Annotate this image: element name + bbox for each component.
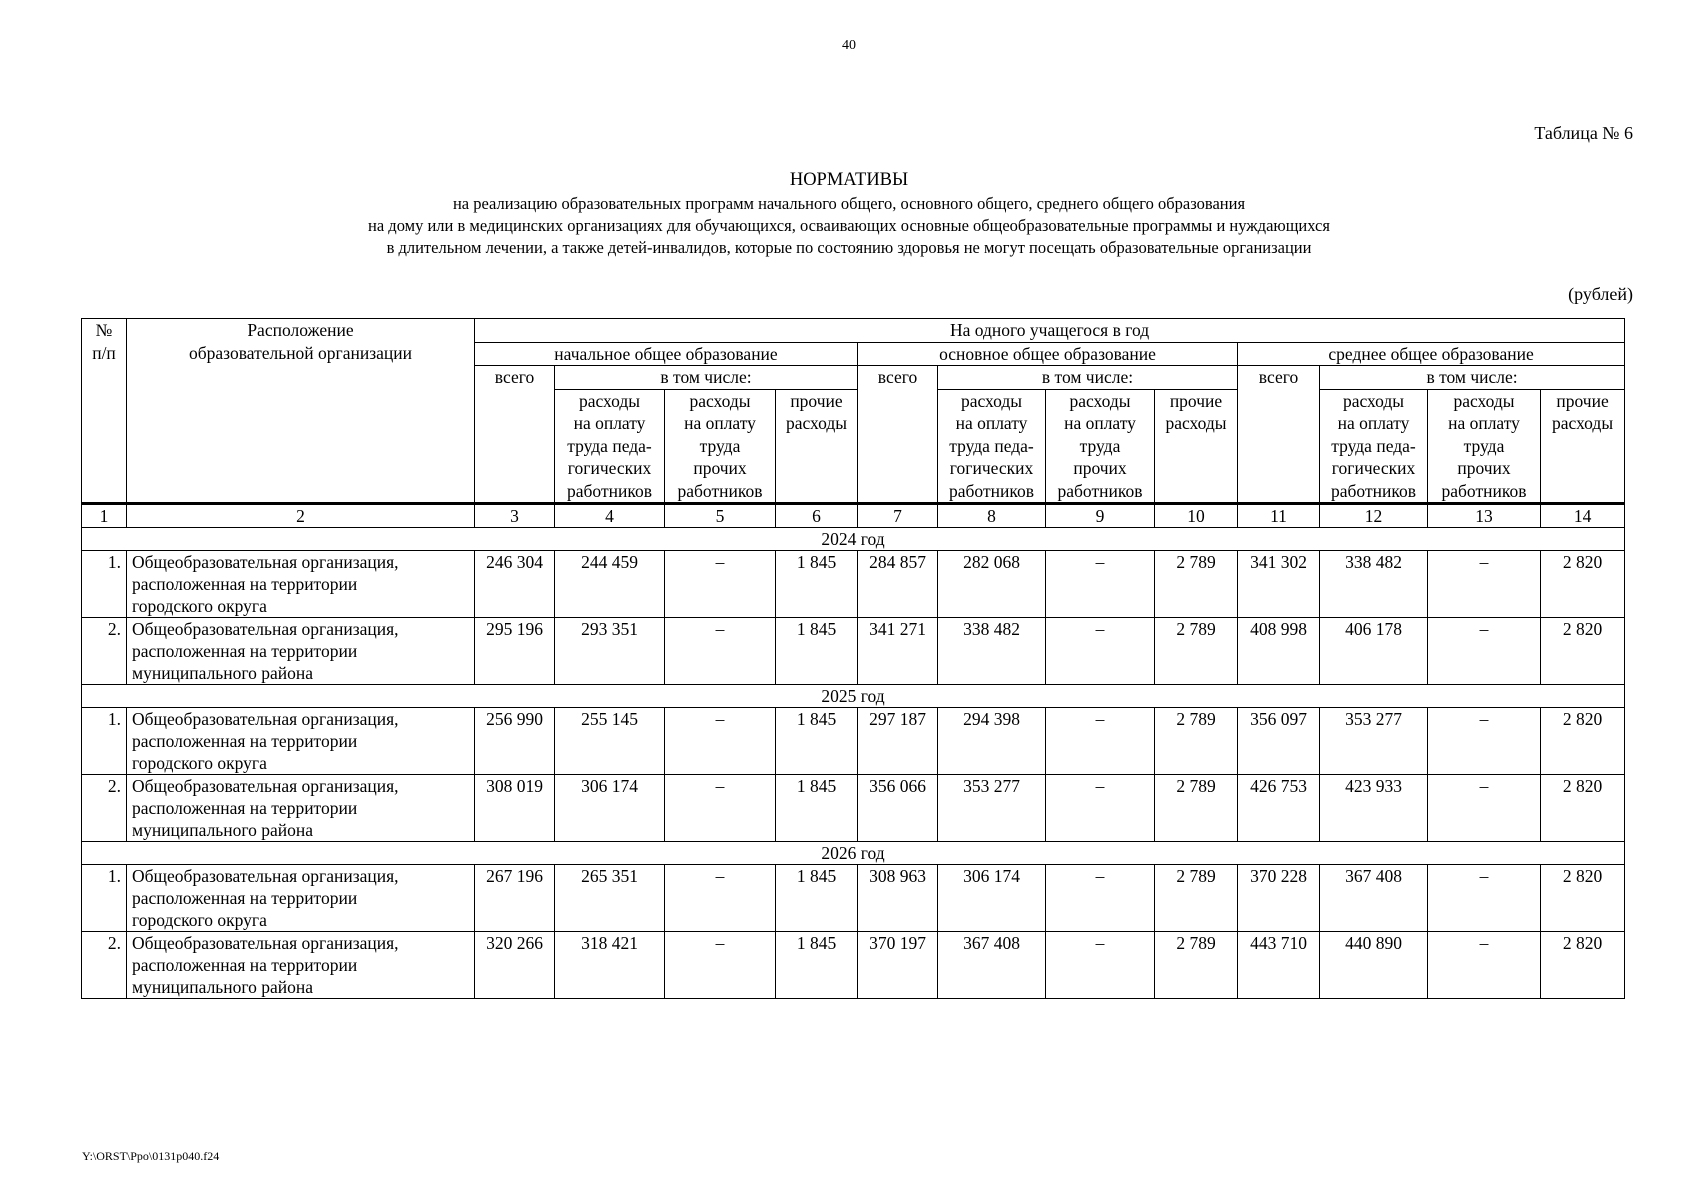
value-cell: 2 789 xyxy=(1155,775,1238,842)
column-number: 13 xyxy=(1428,504,1541,528)
year-row: 2025 год xyxy=(82,685,1625,708)
value-cell: – xyxy=(1428,708,1541,775)
value-cell: 353 277 xyxy=(938,775,1046,842)
value-cell: – xyxy=(665,932,776,999)
header-total: всего xyxy=(1238,366,1320,504)
value-cell: 1 845 xyxy=(776,551,858,618)
value-cell: 353 277 xyxy=(1320,708,1428,775)
value-cell: 1 845 xyxy=(776,865,858,932)
value-cell: 440 890 xyxy=(1320,932,1428,999)
value-cell: 308 963 xyxy=(858,865,938,932)
row-number: 2. xyxy=(82,618,127,685)
value-cell: 367 408 xyxy=(938,932,1046,999)
header-other-expenses: прочие расходы xyxy=(1541,389,1625,504)
header-other-staff-pay: расходы на оплату труда прочих работников xyxy=(1046,389,1155,504)
header-level: начальное общее образование xyxy=(475,342,858,366)
value-cell: – xyxy=(1046,775,1155,842)
column-number: 14 xyxy=(1541,504,1625,528)
value-cell: 341 302 xyxy=(1238,551,1320,618)
header-other-expenses: прочие расходы xyxy=(1155,389,1238,504)
column-number: 6 xyxy=(776,504,858,528)
column-number: 1 xyxy=(82,504,127,528)
value-cell: 293 351 xyxy=(555,618,665,685)
norms-table xyxy=(81,318,1625,999)
value-cell: 2 820 xyxy=(1541,775,1625,842)
value-cell: 338 482 xyxy=(1320,551,1428,618)
value-cell: – xyxy=(665,618,776,685)
row-number: 2. xyxy=(82,932,127,999)
header-including: в том числе: xyxy=(938,366,1238,390)
organization-location: Общеобразовательная организация, расположенная на территории муниципального района xyxy=(127,775,475,842)
header-other-staff-pay: расходы на оплату труда прочих работников xyxy=(1428,389,1541,504)
page-number: 40 xyxy=(842,38,856,53)
value-cell: 370 228 xyxy=(1238,865,1320,932)
row-number: 1. xyxy=(82,708,127,775)
value-cell: 2 820 xyxy=(1541,708,1625,775)
value-cell: 338 482 xyxy=(938,618,1046,685)
organization-location: Общеобразовательная организация, расположенная на территории городского округа xyxy=(127,865,475,932)
column-number: 2 xyxy=(127,504,475,528)
value-cell: 367 408 xyxy=(1320,865,1428,932)
header-other-expenses: прочие расходы xyxy=(776,389,858,504)
value-cell: 294 398 xyxy=(938,708,1046,775)
value-cell: 282 068 xyxy=(938,551,1046,618)
table-row xyxy=(82,865,1625,932)
column-number: 8 xyxy=(938,504,1046,528)
value-cell: 2 789 xyxy=(1155,865,1238,932)
year-row: 2024 год xyxy=(82,528,1625,551)
row-number: 1. xyxy=(82,551,127,618)
value-cell: 284 857 xyxy=(858,551,938,618)
column-number: 3 xyxy=(475,504,555,528)
value-cell: 1 845 xyxy=(776,775,858,842)
value-cell: – xyxy=(1046,932,1155,999)
value-cell: 1 845 xyxy=(776,618,858,685)
table-header xyxy=(82,319,1625,528)
value-cell: 2 820 xyxy=(1541,551,1625,618)
row-number: 2. xyxy=(82,775,127,842)
table-row xyxy=(82,551,1625,618)
value-cell: 2 820 xyxy=(1541,618,1625,685)
header-location: Расположение образовательной организации xyxy=(127,319,475,504)
value-cell: – xyxy=(1046,618,1155,685)
column-number: 10 xyxy=(1155,504,1238,528)
column-number: 11 xyxy=(1238,504,1320,528)
header-level: среднее общее образование xyxy=(1238,342,1625,366)
value-cell: 295 196 xyxy=(475,618,555,685)
value-cell: – xyxy=(665,865,776,932)
header-number: № п/п xyxy=(82,319,127,504)
value-cell: 1 845 xyxy=(776,932,858,999)
value-cell: – xyxy=(1046,865,1155,932)
value-cell: – xyxy=(1428,932,1541,999)
value-cell: 2 789 xyxy=(1155,618,1238,685)
value-cell: – xyxy=(1428,551,1541,618)
value-cell: 2 789 xyxy=(1155,551,1238,618)
value-cell: 2 820 xyxy=(1541,865,1625,932)
value-cell: 423 933 xyxy=(1320,775,1428,842)
header-teacher-pay: расходы на оплату труда педа- гогических работников xyxy=(938,389,1046,504)
value-cell: 306 174 xyxy=(555,775,665,842)
organization-location: Общеобразовательная организация, расположенная на территории муниципального района xyxy=(127,932,475,999)
table-row xyxy=(82,708,1625,775)
value-cell: 1 845 xyxy=(776,708,858,775)
value-cell: – xyxy=(665,708,776,775)
value-cell: 356 097 xyxy=(1238,708,1320,775)
column-number: 12 xyxy=(1320,504,1428,528)
value-cell: 256 990 xyxy=(475,708,555,775)
footer-file-path: Y:\ORST\Ppo\0131p040.f24 xyxy=(82,1149,220,1163)
value-cell: 265 351 xyxy=(555,865,665,932)
value-cell: 408 998 xyxy=(1238,618,1320,685)
value-cell: 426 753 xyxy=(1238,775,1320,842)
year-row: 2026 год xyxy=(82,842,1625,865)
organization-location: Общеобразовательная организация, расположенная на территории муниципального района xyxy=(127,618,475,685)
value-cell: 341 271 xyxy=(858,618,938,685)
column-number: 7 xyxy=(858,504,938,528)
subtitle-line: на реализацию образовательных программ начального общего, основного общего, среднего общего образования xyxy=(452,194,1246,213)
value-cell: 2 789 xyxy=(1155,708,1238,775)
table-body xyxy=(82,528,1625,999)
value-cell: – xyxy=(1046,551,1155,618)
header-total: всего xyxy=(475,366,555,504)
units-label: (рублей) xyxy=(1568,284,1633,304)
value-cell: 443 710 xyxy=(1238,932,1320,999)
value-cell: – xyxy=(1428,618,1541,685)
value-cell: 255 145 xyxy=(555,708,665,775)
value-cell: – xyxy=(1428,775,1541,842)
value-cell: 246 304 xyxy=(475,551,555,618)
value-cell: 306 174 xyxy=(938,865,1046,932)
header-per-student: На одного учащегося в год xyxy=(475,319,1625,343)
subtitle-line: в длительном лечении, а также детей-инвалидов, которые по состоянию здоровья не могут посещать образовательные организации xyxy=(386,238,1312,257)
table-row xyxy=(82,618,1625,685)
header-level: основное общее образование xyxy=(858,342,1238,366)
organization-location: Общеобразовательная организация, расположенная на территории городского округа xyxy=(127,551,475,618)
value-cell: 308 019 xyxy=(475,775,555,842)
value-cell: 267 196 xyxy=(475,865,555,932)
subtitle-line: на дому или в медицинских организациях для обучающихся, осваивающих основные общеобразовательные программы и нуждающихся xyxy=(368,216,1330,235)
value-cell: 2 789 xyxy=(1155,932,1238,999)
header-total: всего xyxy=(858,366,938,504)
header-other-staff-pay: расходы на оплату труда прочих работников xyxy=(665,389,776,504)
value-cell: 356 066 xyxy=(858,775,938,842)
value-cell: 320 266 xyxy=(475,932,555,999)
value-cell: – xyxy=(665,775,776,842)
table-row xyxy=(82,932,1625,999)
table-label: Таблица № 6 xyxy=(1534,123,1633,143)
value-cell: 244 459 xyxy=(555,551,665,618)
header-teacher-pay: расходы на оплату труда педа- гогических работников xyxy=(555,389,665,504)
value-cell: 2 820 xyxy=(1541,932,1625,999)
column-number: 9 xyxy=(1046,504,1155,528)
organization-location: Общеобразовательная организация, расположенная на территории городского округа xyxy=(127,708,475,775)
value-cell: 318 421 xyxy=(555,932,665,999)
header-including: в том числе: xyxy=(555,366,858,390)
column-number: 4 xyxy=(555,504,665,528)
value-cell: – xyxy=(1046,708,1155,775)
value-cell: – xyxy=(665,551,776,618)
document-subtitle xyxy=(0,193,1698,259)
row-number: 1. xyxy=(82,865,127,932)
column-number: 5 xyxy=(665,504,776,528)
header-including: в том числе: xyxy=(1320,366,1625,390)
header-teacher-pay: расходы на оплату труда педа- гогических работников xyxy=(1320,389,1428,504)
document-title: НОРМАТИВЫ xyxy=(789,170,909,190)
value-cell: – xyxy=(1428,865,1541,932)
value-cell: 297 187 xyxy=(858,708,938,775)
value-cell: 370 197 xyxy=(858,932,938,999)
value-cell: 406 178 xyxy=(1320,618,1428,685)
table-row xyxy=(82,775,1625,842)
